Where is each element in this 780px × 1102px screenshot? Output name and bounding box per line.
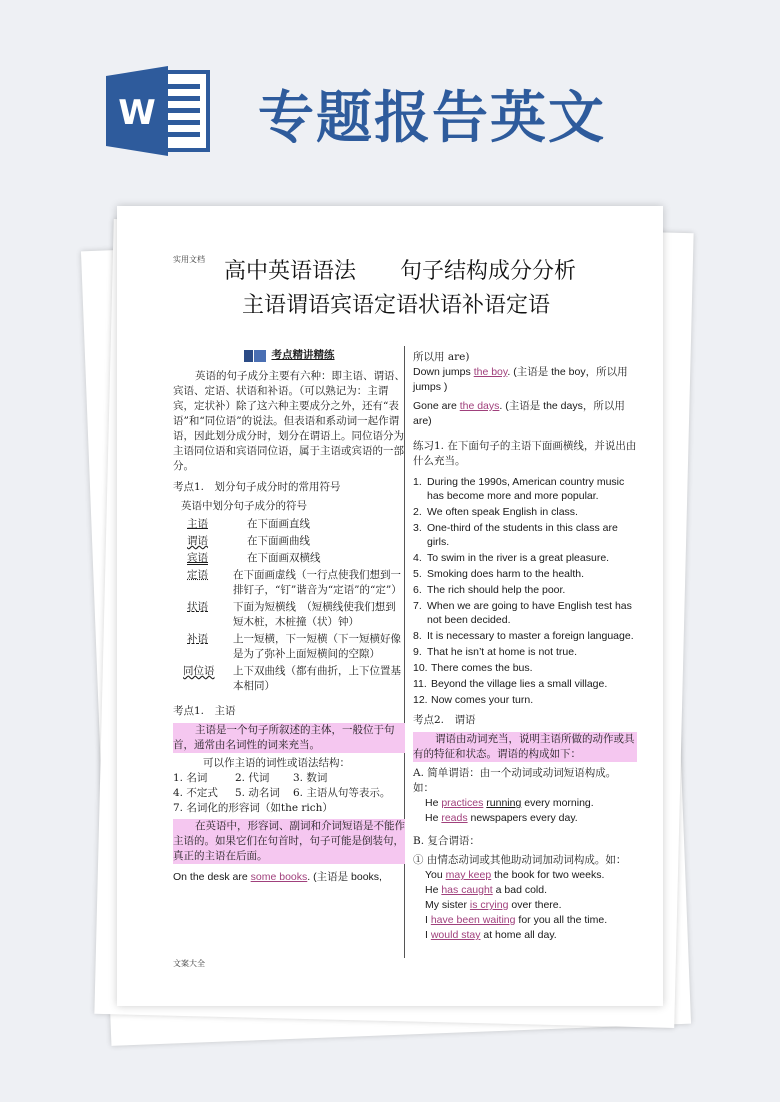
practice-item: 9. That he isn’t at home is not true. [413, 646, 577, 658]
practice-item: 5. Smoking does harm to the health. [413, 568, 585, 580]
example-sentence: He practices running every morning. [425, 797, 594, 809]
subject-pos-title: 可以作主语的词性或语法结构： [203, 757, 350, 769]
compound-examples [413, 868, 637, 943]
example-sentence: He reads newspapers every day. [425, 812, 578, 824]
point1-title: 考点1. 划分句子成分时的常用符号 [173, 481, 341, 493]
pos-list [173, 771, 405, 801]
example-sentence: Down jumps the boy. (主语是 the boy，所以用jumps ) [413, 366, 628, 393]
practice-item: 10. There comes the bus. [413, 662, 533, 674]
example-sentence: I would stay at home all day. [425, 929, 557, 941]
practice-item: 7. When we are going to have English test has not been decided. [413, 600, 632, 626]
header-label: 实用文档 [173, 255, 205, 264]
practice-list [413, 475, 637, 707]
pos-item: 5. 动名词 [235, 787, 280, 799]
predicate-title: 考点2. 谓语 [413, 714, 476, 726]
example-sentence: Gone are the days. (主语是 the days，所以用are) [413, 400, 625, 427]
section-heading: 考点精讲精练 [173, 348, 405, 363]
compound-predicate-title: B. 复合谓语： [413, 835, 480, 847]
practice-item: 3. One-third of the students in this class are girls. [413, 522, 618, 548]
predicate-definition: 谓语由动词充当，说明主语所做的动作或具有的特征和状态。谓语的构成如下： [413, 732, 637, 762]
document-page [117, 206, 663, 1006]
symbol-row: 补语 上一短横，下一短横（下一短横好像是为了弥补上面短横间的空隙） [187, 633, 401, 660]
subject-title: 考点1. 主语 [173, 705, 236, 717]
practice-title: 练习1. 在下面句子的主语下面画横线，并说出由什么充当。 [413, 440, 637, 467]
simple-predicate-title: A. 简单谓语：由一个动词或动词短语构成。如： [413, 767, 617, 794]
example-sentence: You may keep the book for two weeks. [425, 869, 605, 881]
doc-title-line2: 主语谓语宾语定语状语补语定语 [241, 293, 550, 318]
banner [0, 0, 780, 175]
practice-item: 1. During the 1990s, American country music has become more and more popular. [413, 476, 625, 502]
example-sentence: On the desk are some books. (主语是 books, [173, 871, 382, 883]
pos-item: 7. 名词化的形容词（如the rich） [173, 802, 333, 814]
pos-item: 6. 主语从句等表示。 [293, 787, 391, 799]
inversion-note: 在英语中，形容词、副词和介词短语是不能作主语的。如果它们在句首时，句子可能是倒装句，真正的主语在后面。 [173, 820, 405, 862]
symbol-row: 宾语 在下面画双横线 [187, 552, 321, 564]
banner-title: 专题报告英文 [258, 86, 606, 151]
continued-text: 所以用 are) [413, 351, 470, 363]
svg-text:W: W [118, 93, 156, 133]
word-logo-icon [106, 66, 212, 156]
practice-item: 2. We often speak English in class. [413, 506, 578, 518]
book-icon [244, 350, 266, 362]
right-column [413, 350, 637, 943]
practice-item: 8. It is necessary to master a foreign language. [413, 630, 634, 642]
pos-item: 3. 数词 [293, 772, 328, 784]
practice-item: 6. The rich should help the poor. [413, 584, 566, 596]
symbol-row: 主语 在下面画直线 [187, 518, 310, 530]
left-column [173, 348, 405, 885]
subject-definition: 主语是一个句子所叙述的主体，一般位于句首，通常由名词性的词来充当。 [173, 723, 405, 753]
symbol-row: 谓语 在下面画曲线 [187, 535, 310, 547]
example-sentence: My sister is crying over there. [425, 899, 562, 911]
example-sentence: He has caught a bad cold. [425, 884, 548, 896]
point1-subtitle: 英语中划分句子成分的符号 [181, 500, 307, 512]
pos-item: 4. 不定式 [173, 787, 218, 799]
compound-predicate-sub: ① 由情态动词或其他助动词加动词构成。如： [413, 854, 627, 866]
pos-item: 2. 代词 [235, 772, 270, 784]
pos-item: 1. 名词 [173, 772, 208, 784]
intro-paragraph: 英语的句子成分主要有六种：即主语、谓语、宾语、定语、状语和补语。（可以熟记为：主谓宾，定状补）除了这六种主要成分之外，还有“表语”和“同位语”的说法。但表语和系动词一起作谓语，因此划分成分时，划分在谓语上。同位语分为主语同位语和宾语同位语，属于主语或宾语的一部分。 [173, 370, 405, 472]
symbol-row: 定语 在下面画虚线（一行点使我们想到一排钉子，“钉”谐音为“定语”的“定”） [187, 569, 402, 596]
practice-item: 12. Now comes your turn. [413, 694, 534, 706]
footer-label: 文案大全 [173, 959, 205, 968]
doc-title-line1: 高中英语语法 句子结构成分分析 [223, 259, 576, 284]
practice-item: 11. Beyond the village lies a small village. [413, 678, 608, 690]
symbol-list [173, 517, 405, 694]
symbol-row: 状语 下面为短横线 （短横线使我们想到短木桩，木桩撞（状）钟） [187, 601, 396, 628]
example-sentence: I have been waiting for you all the time. [425, 914, 608, 926]
symbol-row: 同位语 上下双曲线（都有曲折，上下位置基本相同） [183, 665, 401, 692]
practice-item: 4. To swim in the river is a great pleasure. [413, 552, 610, 564]
